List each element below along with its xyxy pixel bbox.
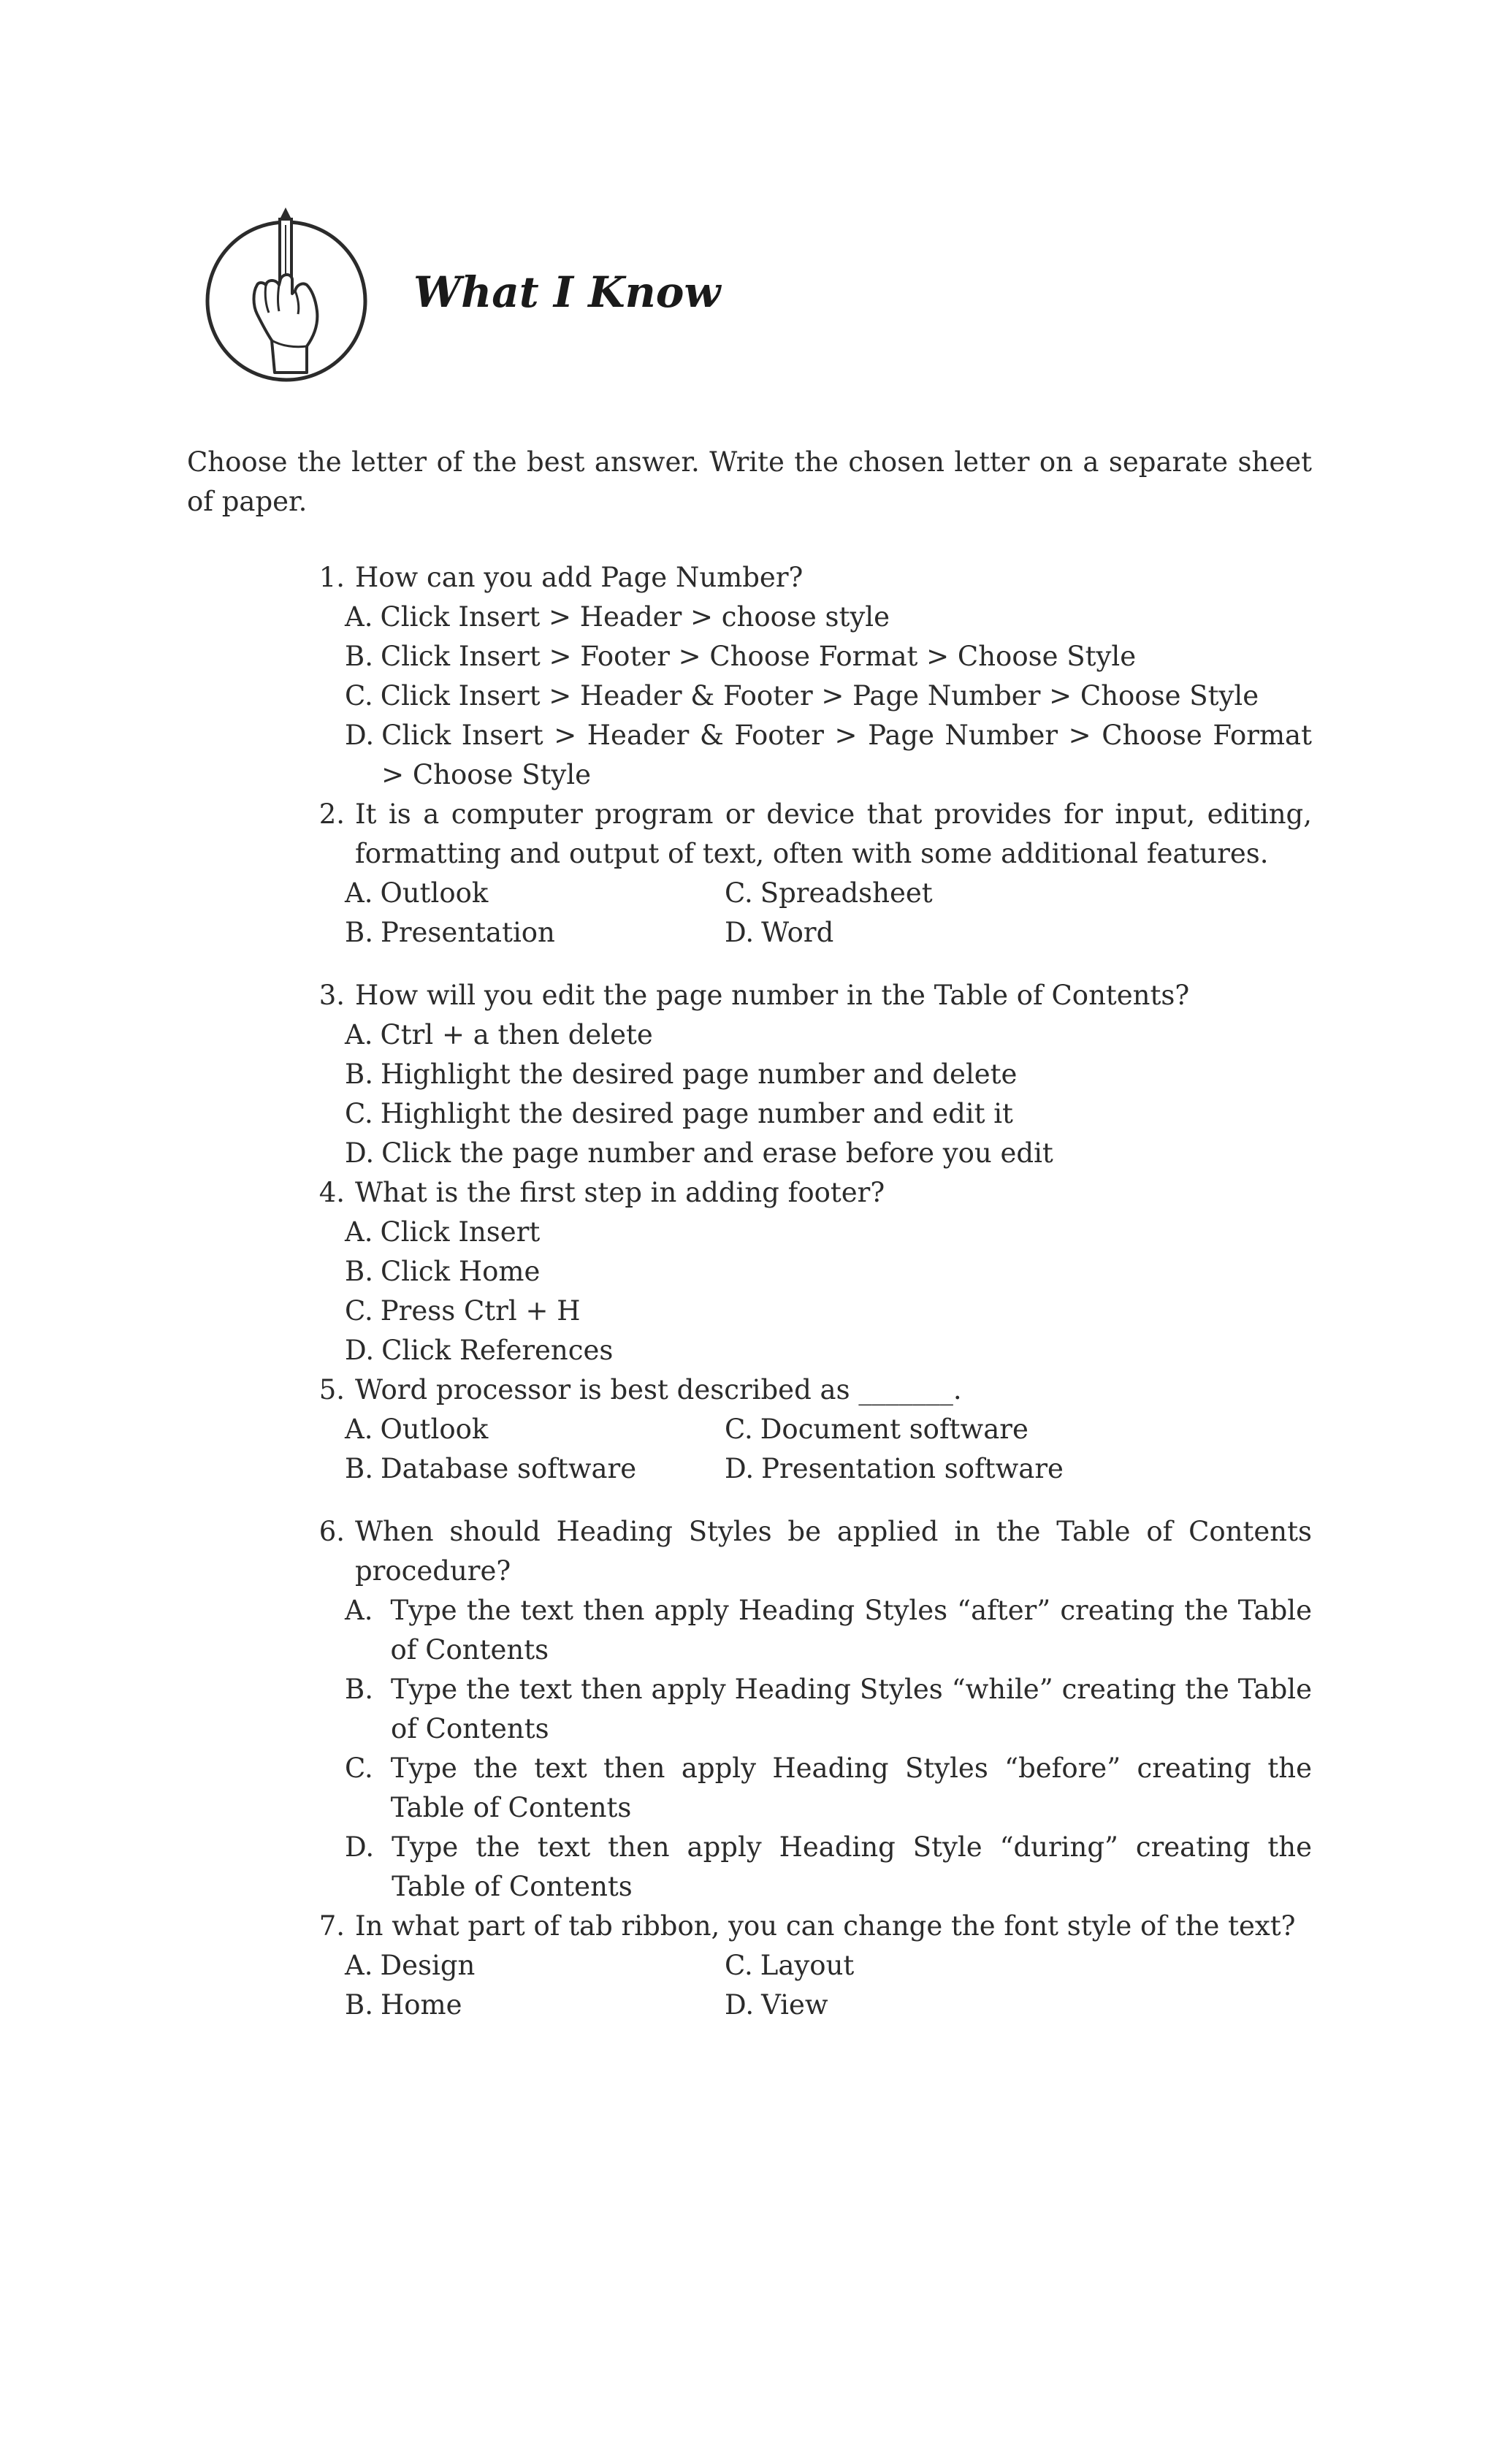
option-d [725,913,1104,953]
option-c [725,874,1104,913]
option-letter: B. [345,641,373,672]
option-letter: C. [345,1295,373,1327]
option-text: Spreadsheet [760,877,933,909]
option-d [345,716,1312,795]
option-letter: D. [725,1989,755,2021]
question-stem: In what part of tab ribbon, you can change the font style of the text? [355,1910,1296,1942]
option-letter: B. [345,1453,373,1484]
option-a [345,1015,1312,1055]
option-text: Type the text then apply Heading Style “during” creating the Table of Contents [392,1831,1312,1902]
option-text: Type the text then apply Heading Styles “after” creating the Table of Contents [390,1595,1312,1666]
option-b [345,913,725,953]
option-letter: D. [345,1335,375,1366]
option-letter: C. [725,1414,753,1445]
option-d [345,1331,1312,1370]
question-stem: How can you add Page Number? [355,562,804,593]
question-stem: Word processor is best described as _______. [355,1374,962,1405]
option-text: Highlight the desired page number and delete [380,1059,1018,1090]
option-letter: D. [345,720,375,751]
question-6 [313,1512,1312,1907]
option-c [725,1410,1104,1449]
option-d [725,1986,1104,2025]
option-text: Highlight the desired page number and edit it [380,1098,1013,1129]
option-a [345,1410,725,1449]
option-c [345,676,1312,716]
question-number: 1. [318,562,345,593]
option-a [345,1946,725,1986]
option-letter: A. [345,1019,373,1050]
option-b [345,637,1312,676]
option-b [345,1986,725,2025]
option-b [345,1670,1312,1749]
option-letter: C. [345,1752,373,1784]
option-text: Click Insert [380,1216,541,1248]
question-number: 4. [318,1177,345,1208]
question-stem: When should Heading Styles be applied in the Table of Contents procedure? [355,1516,1312,1587]
option-letter: B. [345,1059,373,1090]
instructions: Choose the letter of the best answer. Write the chosen letter on a separate sheet of paper. [187,446,1312,517]
option-d [725,1449,1104,1489]
option-letter: D. [345,1831,375,1863]
question-4 [313,1173,1312,1370]
spacer [313,1489,1312,1512]
option-a [345,598,1312,637]
option-letter: A. [345,1950,373,1981]
option-letter: D. [725,1453,755,1484]
option-text: Layout [760,1950,855,1981]
option-text: Click Home [380,1256,541,1287]
option-b [345,1252,1312,1292]
option-text: Outlook [380,877,489,909]
option-text: Type the text then apply Heading Styles “while” creating the Table of Contents [390,1674,1312,1744]
option-letter: B. [345,917,373,948]
question-2 [313,795,1312,953]
option-text: View [761,1989,828,2021]
option-b [345,1055,1312,1094]
option-letter: D. [345,1137,375,1169]
option-text: Presentation software [761,1453,1064,1484]
option-letter: A. [345,1414,373,1445]
option-letter: C. [725,877,753,909]
option-text: Ctrl + a then delete [380,1019,653,1050]
option-d [345,1828,1312,1907]
question-list [313,558,1312,2025]
question-stem: What is the first step in adding footer? [355,1177,885,1208]
option-text: Click the page number and erase before you edit [381,1137,1053,1169]
option-text: Type the text then apply Heading Styles “before” creating the Table of Contents [390,1752,1312,1823]
question-5 [313,1370,1312,1489]
option-b [345,1449,725,1489]
option-letter: A. [345,601,373,633]
option-letter: B. [345,1674,373,1705]
option-text: Click Insert > Header & Footer > Page Number > Choose Format > Choose Style [381,720,1312,790]
option-a [345,1591,1312,1670]
option-text: Document software [760,1414,1028,1445]
option-letter: A. [345,877,373,909]
option-letter: C. [345,680,373,712]
option-text: Click References [381,1335,614,1366]
question-number: 5. [318,1374,345,1405]
question-number: 6. [318,1516,345,1547]
option-a [345,874,725,913]
option-text: Design [380,1950,476,1981]
option-d [345,1134,1312,1173]
option-letter: C. [725,1950,753,1981]
option-text: Click Insert > Header > choose style [380,601,890,633]
option-letter: D. [725,917,755,948]
question-number: 3. [318,980,345,1011]
option-letter: B. [345,1989,373,2021]
section-title: What I Know [413,267,721,317]
question-3 [313,976,1312,1173]
option-letter: A. [345,1595,373,1626]
option-c [345,1749,1312,1828]
option-text: Word [761,917,834,948]
option-letter: B. [345,1256,373,1287]
option-a [345,1213,1312,1252]
hand-holding-pencil-icon [205,203,373,393]
section-header [205,203,935,393]
option-text: Outlook [380,1414,489,1445]
question-7 [313,1907,1312,2025]
option-c [345,1094,1312,1134]
option-letter: A. [345,1216,373,1248]
option-text: Database software [380,1453,637,1484]
question-number: 2. [318,798,345,830]
option-c [345,1292,1312,1331]
option-text: Home [380,1989,462,2021]
option-c [725,1946,1104,1986]
spacer [313,953,1312,976]
option-text: Click Insert > Footer > Choose Format > Choose Style [380,641,1137,672]
question-stem: How will you edit the page number in the Table of Contents? [355,980,1190,1011]
option-letter: C. [345,1098,373,1129]
option-text: Press Ctrl + H [380,1295,581,1327]
question-stem: It is a computer program or device that provides for input, editing, formatting and output of text, often with some additional features. [355,798,1312,869]
option-text: Presentation [380,917,555,948]
question-number: 7. [318,1910,345,1942]
question-1 [313,558,1312,795]
option-text: Click Insert > Header & Footer > Page Number > Choose Style [380,680,1259,712]
